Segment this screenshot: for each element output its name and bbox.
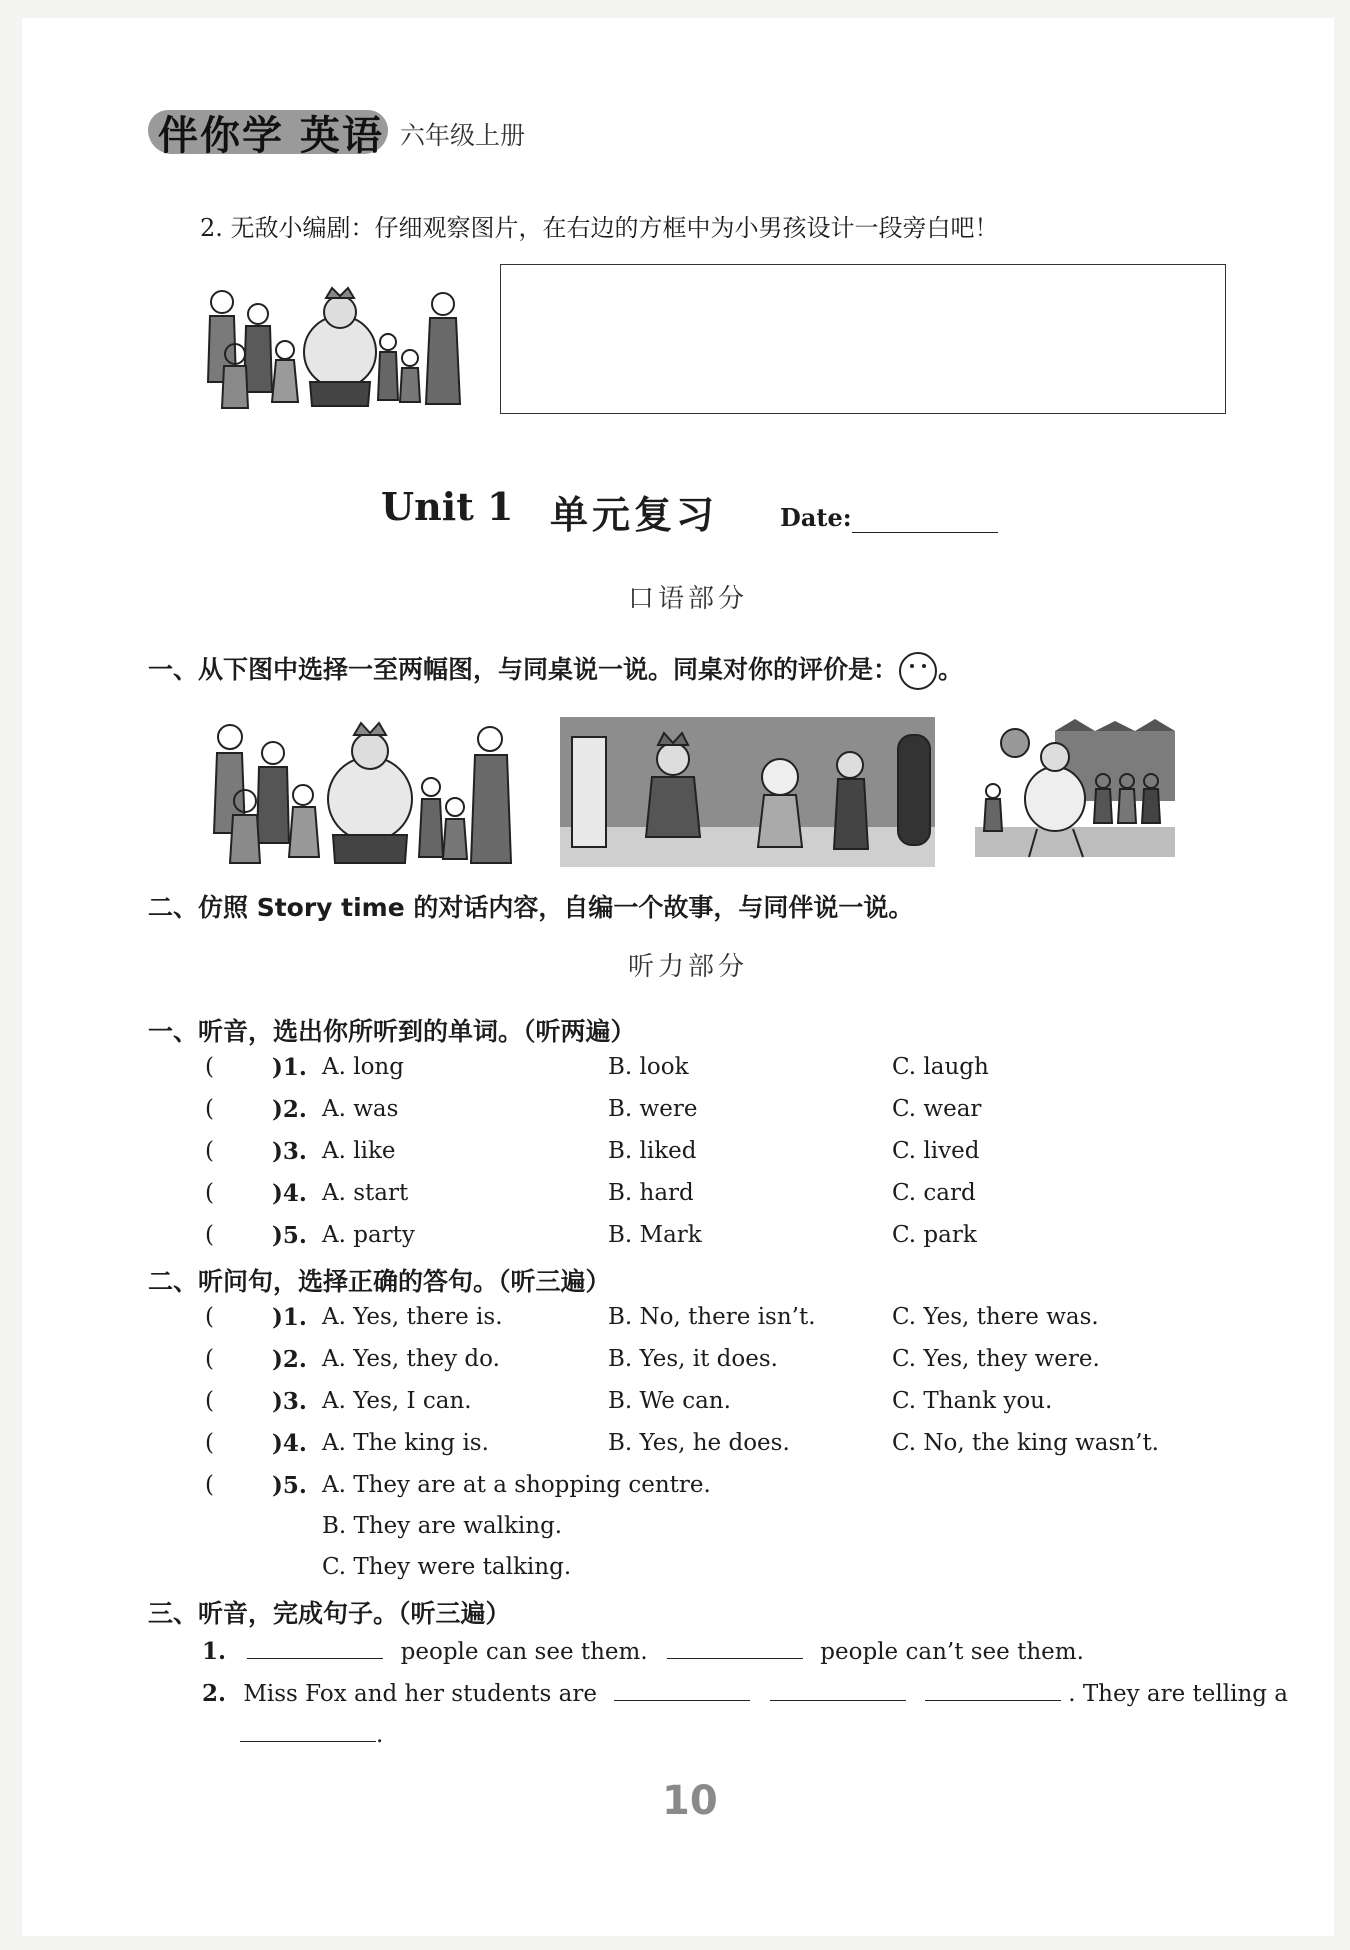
- task2-instruction: 2. 无敌小编剧：仔细观察图片，在右边的方框中为小男孩设计一段旁白吧！: [200, 214, 999, 242]
- option-a: A. party: [322, 1222, 415, 1248]
- answer-paren[interactable]: (: [205, 1096, 214, 1122]
- answer-paren[interactable]: (: [205, 1222, 214, 1248]
- unit-title: Unit 1: [381, 484, 514, 529]
- item-number: )5.: [272, 1472, 307, 1499]
- blank[interactable]: [667, 1657, 803, 1659]
- listening-heading: 听力部分: [628, 952, 749, 982]
- option-b: B. No, there isn’t.: [608, 1304, 816, 1330]
- option-c: C. They were talking.: [322, 1554, 572, 1580]
- oral-q1: 一、从下图中选择一至两幅图，与同桌说一说。同桌对你的评价是：: [148, 655, 899, 684]
- option-b: B. hard: [608, 1180, 694, 1206]
- sentence-1-number: 1.: [202, 1638, 227, 1665]
- oral-q2: 二、仿照 Story time 的对话内容，自编一个故事，与同伴说一说。: [148, 893, 914, 922]
- option-a: A. They are at a shopping centre.: [322, 1472, 711, 1498]
- answer-paren[interactable]: (: [205, 1346, 214, 1372]
- answer-paren[interactable]: (: [205, 1388, 214, 1414]
- option-b: B. were: [608, 1096, 698, 1122]
- sentence-2-part-b: . They are telling a: [1068, 1681, 1289, 1707]
- smiley-face-icon: [898, 651, 938, 691]
- blank[interactable]: [925, 1699, 1061, 1701]
- option-a: A. start: [322, 1180, 409, 1206]
- option-c: C. Yes, they were.: [892, 1346, 1100, 1372]
- option-b: B. liked: [608, 1138, 697, 1164]
- option-c: C. laugh: [892, 1054, 989, 1080]
- option-b: B. Mark: [608, 1222, 702, 1248]
- part2-title: 二、听问句，选择正确的答句。（听三遍）: [148, 1267, 611, 1296]
- part3-title: 三、听音，完成句子。（听三遍）: [148, 1599, 511, 1628]
- option-a: A. Yes, there is.: [322, 1304, 503, 1330]
- blank[interactable]: [247, 1657, 383, 1659]
- king-street-illustration: [975, 717, 1175, 867]
- sentence-2-part-a: Miss Fox and her students are: [243, 1681, 597, 1707]
- item-number: )1.: [272, 1304, 307, 1331]
- option-b: B. Yes, it does.: [608, 1346, 778, 1372]
- option-c: C. park: [892, 1222, 977, 1248]
- item-number: )2.: [272, 1346, 307, 1373]
- series-logo: 伴你学 英语: [158, 113, 384, 159]
- unit-cn-title: 单元复习: [550, 492, 719, 537]
- option-a: A. Yes, they do.: [322, 1346, 500, 1372]
- king-crowd-illustration-small: [200, 282, 470, 412]
- option-b: B. They are walking.: [322, 1513, 563, 1539]
- option-a: A. like: [322, 1138, 396, 1164]
- oral-q1-end: 。: [938, 655, 964, 684]
- king-crowd-illustration: [205, 717, 520, 867]
- narration-answer-box[interactable]: [500, 264, 1226, 414]
- grade-label: 六年级上册: [400, 121, 526, 150]
- sentence-1-part-a: people can see them.: [400, 1639, 648, 1665]
- option-c: C. No, the king wasn’t.: [892, 1430, 1159, 1456]
- option-c: C. card: [892, 1180, 976, 1206]
- king-mirror-illustration: [560, 717, 935, 867]
- page-number: 10: [662, 1778, 718, 1824]
- part1-title: 一、听音，选出你所听到的单词。（听两遍）: [148, 1017, 636, 1046]
- answer-paren[interactable]: (: [205, 1472, 214, 1498]
- answer-paren[interactable]: (: [205, 1054, 214, 1080]
- item-number: )2.: [272, 1096, 307, 1123]
- option-b: B. We can.: [608, 1388, 731, 1414]
- option-b: B. Yes, he does.: [608, 1430, 790, 1456]
- option-b: B. look: [608, 1054, 689, 1080]
- blank[interactable]: [240, 1740, 376, 1742]
- option-c: C. wear: [892, 1096, 982, 1122]
- sentence-1-part-b: people can’t see them.: [820, 1639, 1084, 1665]
- option-a: A. long: [322, 1054, 404, 1080]
- blank[interactable]: [614, 1699, 750, 1701]
- blank[interactable]: [770, 1699, 906, 1701]
- item-number: )5.: [272, 1222, 307, 1249]
- option-c: C. Thank you.: [892, 1388, 1053, 1414]
- date-blank[interactable]: [852, 532, 998, 533]
- option-c: C. Yes, there was.: [892, 1304, 1099, 1330]
- item-number: )3.: [272, 1138, 307, 1165]
- item-number: )1.: [272, 1054, 307, 1081]
- option-a: A. was: [322, 1096, 399, 1122]
- oral-heading: 口语部分: [628, 584, 749, 614]
- sentence-2-end: .: [376, 1722, 384, 1748]
- item-number: )4.: [272, 1180, 307, 1207]
- option-c: C. lived: [892, 1138, 980, 1164]
- item-number: )4.: [272, 1430, 307, 1457]
- answer-paren[interactable]: (: [205, 1180, 214, 1206]
- answer-paren[interactable]: (: [205, 1304, 214, 1330]
- sentence-2-number: 2.: [202, 1680, 227, 1707]
- option-a: A. Yes, I can.: [322, 1388, 472, 1414]
- item-number: )3.: [272, 1388, 307, 1415]
- option-a: A. The king is.: [322, 1430, 489, 1456]
- answer-paren[interactable]: (: [205, 1430, 214, 1456]
- answer-paren[interactable]: (: [205, 1138, 214, 1164]
- date-label: Date:: [780, 503, 852, 532]
